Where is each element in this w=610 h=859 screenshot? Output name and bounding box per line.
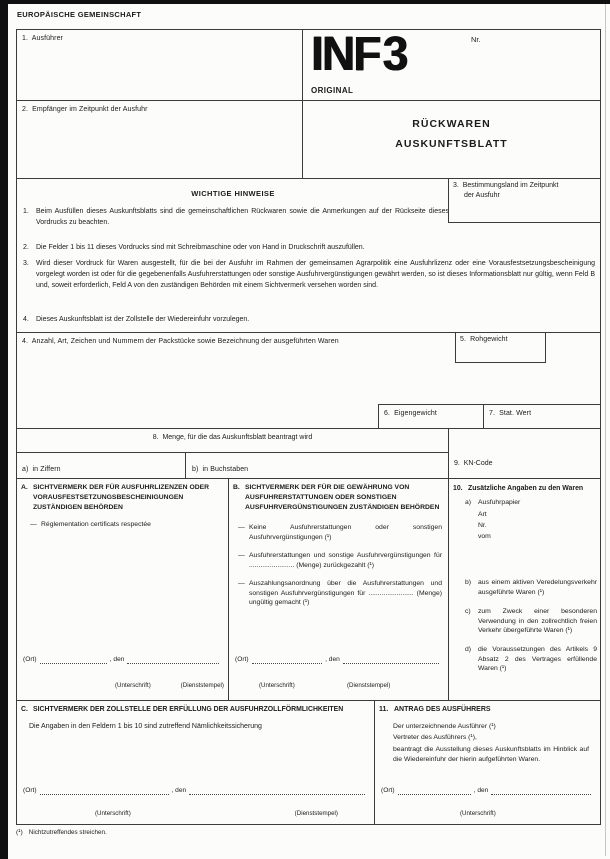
field-1-label: 1. Ausführer [22, 35, 63, 42]
section-c [16, 700, 375, 825]
item-a-title: Ausfuhrpapier [478, 499, 521, 506]
field-10-item-b [465, 578, 597, 597]
section-a-item-text: Réglementation certificats respectée [41, 521, 151, 528]
dotted-line [252, 656, 323, 664]
footnote-text: Nichtzutreffendes streichen. [28, 829, 107, 836]
note-3-text: Wird dieser Vordruck für Waren ausgestellt, für die bei der Ausfuhr im Rahmen der gemeinsamen Agrarpolitik eine Ausfuhrlizenz oder eine Vorausfestsetzungsbescheinigung vorgelegt worden ist oder für die gegebenenfalls Ausfuhrerstattungen oder sonstige Ausfuhrvergünstigungen gewährt werden, so ist dieses Informationsblatt nur gültig, wenn Feld B und, soweit erforderlich, Feld A von den zuständigen Behörden mit einem Sichtvermerk versehen worden sind. [36, 260, 595, 289]
footnote-marker: (¹) [16, 829, 23, 836]
field-8b-in-buchstaben [186, 453, 448, 478]
field-11-number: 11. [379, 706, 389, 713]
dotted-line [398, 787, 471, 795]
section-b-item-1-text: Keine Ausfuhrerstattungen oder sonstigen Ausfuhrvergünstigungen (¹) [249, 524, 442, 541]
field-8-label: 8. Menge, für die das Auskunftsblatt beantragt wird [152, 434, 313, 441]
section-b-item-3 [238, 579, 442, 608]
field-11-line2: Vertreter des Ausführers (¹), [393, 734, 477, 741]
section-a-heading [21, 483, 228, 513]
item-a-sub-vom: vom [478, 533, 491, 540]
field-5-rohgewicht [455, 332, 546, 363]
field-3-bestimmungsland [448, 178, 601, 223]
note-1-text: Beim Ausfüllen dieses Auskunftsblatts sind die gemeinschaftlichen Rückwaren sowie die Anmerkungen auf der Rückseite dieses Vordrucks zu beachten. [36, 208, 449, 226]
section-b-letter: B. [233, 484, 240, 491]
section-b-ort-line [235, 656, 442, 664]
section-c-heading-text: SICHTVERMERK DER ZOLLSTELLE DER ERFÜLLUNG DER AUSFUHRZOLLFÖRMLICHKEITEN [33, 706, 344, 713]
form-code-box [302, 29, 601, 101]
note-3 [23, 258, 595, 291]
note-3-number: 3. [23, 260, 29, 267]
item-b-text: aus einem aktiven Veredelungsverkehr ausgeführte Waren (¹) [478, 579, 597, 596]
section-c-heading [21, 705, 343, 715]
field-2-label: 2. Empfänger im Zeitpunkt der Ausfuhr [22, 106, 148, 113]
den-label: , den [171, 787, 187, 794]
field-9-kn-code [448, 428, 601, 479]
section-b-heading [233, 483, 448, 513]
ort-label: (Ort) [23, 787, 37, 794]
field-8-menge [16, 428, 449, 479]
ort-label: (Ort) [235, 656, 249, 663]
note-4 [23, 314, 595, 325]
item-d-text: die Voraussetzungen des Artikels 9 Absatz 2 des Vertrages erfüllende Waren (¹) [478, 646, 597, 672]
scan-right-edge [605, 4, 606, 856]
field-4-label: 4. Anzahl, Art, Zeichen und Nummern der Packstücke sowie Bezeichnung der ausgeführten Waren [22, 338, 339, 345]
form-code: INF 3 [311, 28, 407, 81]
field-11-heading [379, 705, 491, 715]
field-8a-label: a) in Ziffern [22, 466, 61, 473]
field-6-eigengewicht [378, 404, 484, 429]
item-b-letter: b) [465, 579, 472, 586]
section-b [228, 478, 449, 701]
field-8a-in-ziffern [17, 453, 186, 478]
unterschrift-label: (Unterschrift) [115, 682, 151, 689]
ort-label: (Ort) [381, 787, 395, 794]
section-a-ort-line [23, 656, 222, 664]
field-11-line1: Der unterzeichnende Ausführer (¹) [393, 723, 496, 730]
section-b-item-2 [238, 551, 442, 570]
dotted-line [189, 787, 365, 795]
section-a-heading-text: SICHTVERMERK DER FÜR AUSFUHRLIZENZEN ODER VORAUSFESTSETZUNGSBESCHEINIGUNGEN ZUSTÄNDIGEN BEHÖRDEN [33, 484, 210, 511]
section-c-letter: C. [21, 706, 28, 713]
field-11-line3: beantragt die Ausstellung dieses Auskunftsblatts im Hinblick auf die Wiedereinfuhr der hierin aufgeführten Waren. [393, 746, 589, 763]
field-10-number: 10. [453, 485, 463, 492]
field-10-item-c [465, 607, 597, 636]
field-1-ausfuehrer [16, 29, 303, 101]
item-c-text: zum Zweck einer besonderen Verwendung in den zollrechtlich freien Verkehr übergeführte Waren (¹) [478, 608, 597, 634]
dotted-line [343, 656, 439, 664]
note-4-number: 4. [23, 316, 29, 323]
section-a [16, 478, 229, 701]
item-a-letter: a) [465, 499, 472, 506]
original-label: ORIGINAL [311, 86, 354, 95]
community-heading: EUROPÄISCHE GEMEINSCHAFT [17, 10, 142, 19]
section-a-item [30, 520, 216, 530]
field-10-heading [453, 483, 595, 494]
dotted-line [40, 787, 169, 795]
field-7-label: 7. Stat. Wert [489, 410, 532, 417]
field-5-label: 5. Rohgewicht [460, 336, 508, 343]
item-a-sub-art: Art [478, 511, 487, 518]
field-2-empfaenger [16, 100, 303, 179]
section-b-item-3-text: Auszahlungsanordnung über die Ausfuhrerstattungen und sonstigen Ausfuhrvergünstigungen für ........................ (Menge) ungültig gemacht (¹) [249, 580, 442, 606]
unterschrift-label: (Unterschrift) [259, 682, 295, 689]
section-b-item-1 [238, 523, 442, 542]
section-c-text: Die Angaben in den Feldern 1 bis 10 sind zutreffend Nämlichkeitssicherung [29, 723, 262, 730]
scan-top-edge [0, 0, 610, 4]
field-7-stat-wert [483, 404, 601, 429]
item-a-sub-nr: Nr. [478, 522, 487, 529]
section-c-ort-line [23, 787, 368, 795]
dash-glyph: — [238, 524, 245, 531]
den-label: , den [473, 787, 489, 794]
den-label: , den [109, 656, 125, 663]
field-11-ort-line [381, 787, 594, 795]
section-b-item-2-text: Ausfuhrerstattungen und sonstige Ausfuhrvergünstigungen für ........................ (Menge) zurückgezahlt (¹) [249, 552, 442, 569]
item-d-letter: d) [465, 646, 472, 653]
field-10-zusatz [448, 478, 601, 701]
dienststempel-label: (Dienststempel) [294, 810, 338, 817]
form-title-line1: RÜCKWAREN [412, 118, 491, 130]
unterschrift-label: (Unterschrift) [460, 810, 496, 817]
note-2 [23, 242, 449, 253]
dotted-line [127, 656, 219, 664]
form-title-line2: AUSKUNFTSBLATT [395, 138, 508, 150]
section-b-heading-text: SICHTVERMERK DER FÜR DIE GEWÄHRUNG VON AUSFUHRERSTATTUNGEN ODER SONSTIGEN AUSFUHRVERGÜNSTIGUNGEN ZUSTÄNDIGEN BEHÖRDEN [245, 484, 440, 511]
nr-label: Nr. [471, 35, 481, 44]
field-3-label-line2: der Ausfuhr [464, 192, 500, 199]
note-1 [23, 206, 449, 228]
ort-label: (Ort) [23, 656, 37, 663]
dash-glyph: — [238, 552, 245, 559]
dotted-line [491, 787, 591, 795]
scan-left-edge [0, 0, 8, 859]
field-11-heading-text: ANTRAG DES AUSFÜHRERS [394, 706, 491, 713]
unterschrift-label: (Unterschrift) [95, 810, 131, 817]
footnote [16, 829, 107, 836]
note-1-number: 1. [23, 208, 29, 215]
field-3-label-line1: 3. Bestimmungsland im Zeitpunkt [453, 182, 559, 189]
section-b-items [238, 523, 442, 617]
dienststempel-label: (Dienststempel) [347, 682, 391, 689]
note-2-text: Die Felder 1 bis 11 dieses Vordrucks sind mit Schreibmaschine oder von Hand in Druckschrift auszufüllen. [36, 244, 365, 251]
field-8b-label: b) in Buchstaben [192, 466, 249, 473]
note-4-text: Dieses Auskunftsblatt ist der Zollstelle der Wiedereinfuhr vorzulegen. [36, 316, 250, 323]
field-6-label: 6. Eigengewicht [384, 410, 437, 417]
note-2-number: 2. [23, 244, 29, 251]
notes-heading: WICHTIGE HINWEISE [191, 189, 275, 198]
dash-glyph: — [238, 580, 245, 587]
field-11-antrag [374, 700, 601, 825]
field-10-item-a [465, 498, 595, 508]
section-a-letter: A. [21, 484, 28, 491]
field-9-label: 9. KN-Code [454, 460, 493, 467]
den-label: , den [325, 656, 340, 663]
dotted-line [40, 656, 107, 664]
form-title-box [302, 100, 601, 179]
item-c-letter: c) [465, 608, 471, 615]
field-10-heading-text: Zusätzliche Angaben zu den Waren [468, 485, 584, 492]
field-10-item-d [465, 645, 597, 674]
dash-glyph: — [30, 521, 37, 528]
dienststempel-label: (Dienststempel) [180, 682, 224, 689]
